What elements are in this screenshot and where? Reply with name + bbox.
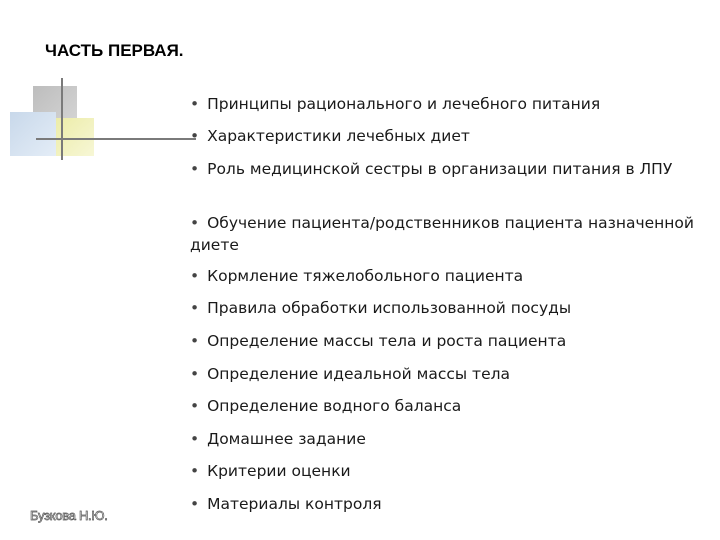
blue-square (10, 112, 56, 156)
bullet-icon: • (190, 160, 200, 178)
list-item-text: Материалы контроля (207, 495, 382, 513)
list-item (190, 125, 700, 147)
list-item (190, 493, 700, 515)
list-item-text: Обучение пациента/родственников пациента назначенной диете (190, 214, 694, 254)
decorative-squares (0, 0, 200, 170)
list-item (190, 93, 700, 115)
list-item (190, 297, 700, 319)
bullet-icon: • (190, 462, 200, 480)
bullet-icon: • (190, 214, 200, 232)
list-item-text: Характеристики лечебных диет (207, 127, 470, 145)
vertical-line (61, 78, 63, 160)
bullet-icon: • (190, 95, 200, 113)
list-item (190, 265, 700, 287)
list-item (190, 158, 700, 180)
list-item (190, 363, 700, 385)
list-item (190, 395, 700, 417)
bullet-icon: • (190, 430, 200, 448)
list-item (190, 330, 700, 352)
bullet-icon: • (190, 267, 200, 285)
list-item-text: Правила обработки использованной посуды (207, 299, 572, 317)
bullet-icon: • (190, 397, 200, 415)
slide-title: ЧАСТЬ ПЕРВАЯ. (45, 41, 184, 60)
list-item (190, 212, 700, 256)
list-item-text: Кормление тяжелобольного пациента (207, 267, 524, 285)
bullet-icon: • (190, 365, 200, 383)
bullet-icon: • (190, 299, 200, 317)
list-item-text: Принципы рационального и лечебного питания (207, 95, 601, 113)
list-item-text: Определение водного баланса (207, 397, 462, 415)
list-item (190, 428, 700, 450)
list-item-text: Определение идеальной массы тела (207, 365, 511, 383)
bullet-icon: • (190, 495, 200, 513)
list-item (190, 460, 700, 482)
author-signature: Бузкова Н.Ю. (30, 508, 108, 523)
list-item-text: Домашнее задание (207, 430, 366, 448)
list-item-text: Определение массы тела и роста пациента (207, 332, 567, 350)
list-item-text: Критерии оценки (207, 462, 351, 480)
list-item-text: Роль медицинской сестры в организации питания в ЛПУ (207, 160, 673, 178)
bullet-icon: • (190, 332, 200, 350)
horizontal-line (36, 138, 196, 140)
bullet-icon: • (190, 127, 200, 145)
